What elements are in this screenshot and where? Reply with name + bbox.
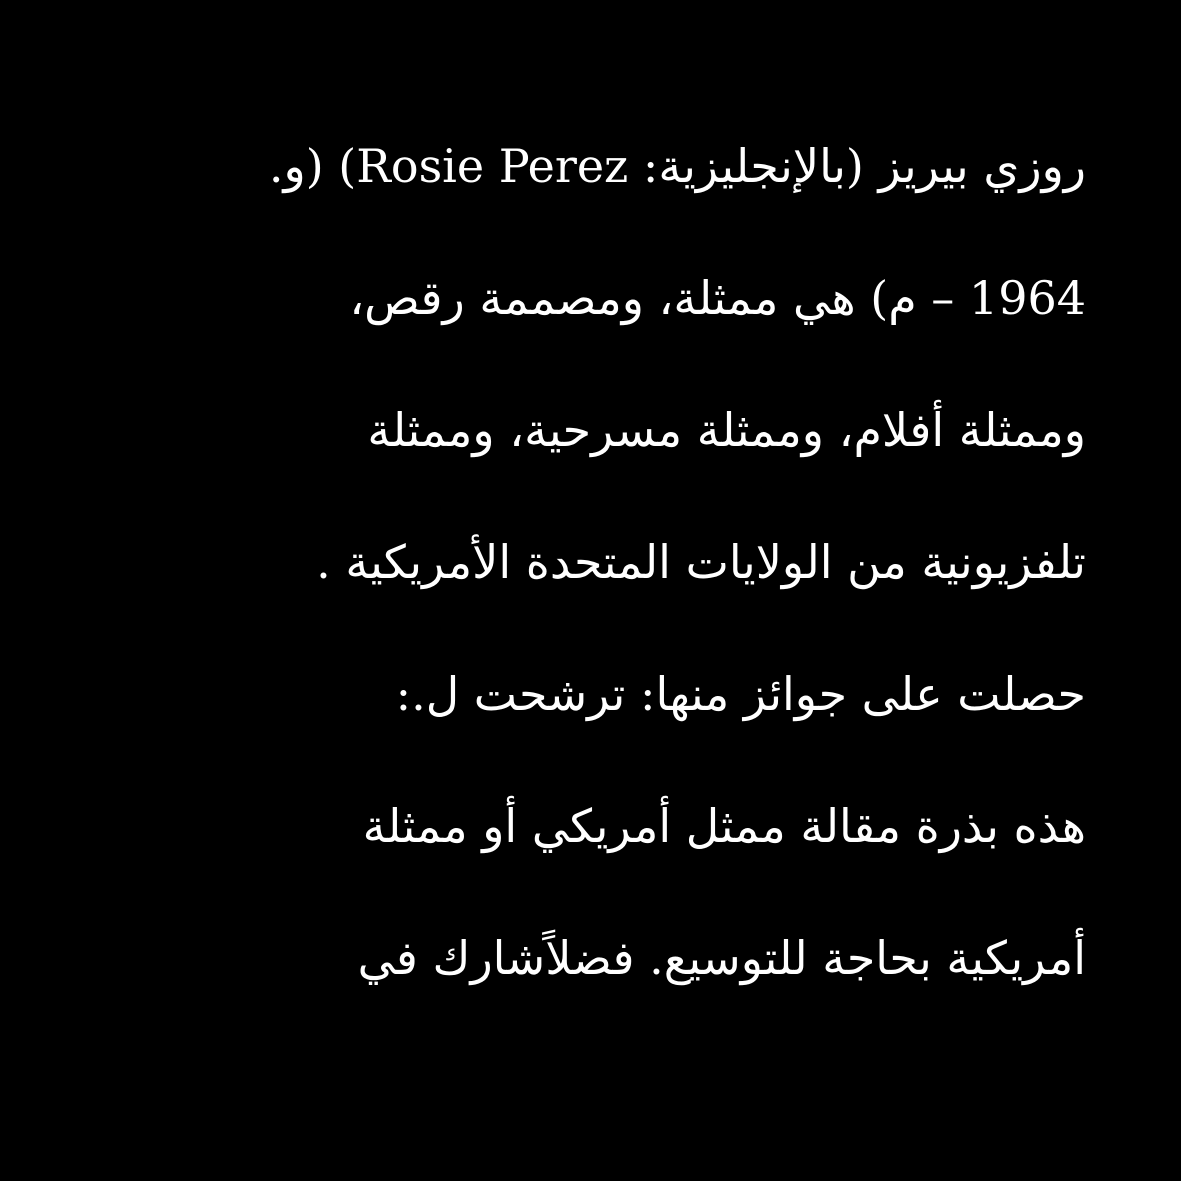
text-line-1: روزي بيريز (بالإنجليزية: Rosie Perez) (و. [268,139,1086,193]
text-line-5: حصلت على جوائز منها: ترشحت ل.: [395,667,1086,721]
text-line-6: هذه بذرة مقالة ممثل أمريكي أو ممثلة [362,799,1086,853]
text-line-7: أمريكية بحاجة للتوسيع. فضلاًشارك في [357,931,1086,985]
text-line-4: تلفزيونية من الولايات المتحدة الأمريكية . [316,535,1086,589]
text-line-2: 1964 – م) هي ممثلة، ومصممة رقص، [349,271,1086,325]
text-line-3: وممثلة أفلام، وممثلة مسرحية، وممثلة [367,403,1086,457]
article-text [96,100,1086,1024]
